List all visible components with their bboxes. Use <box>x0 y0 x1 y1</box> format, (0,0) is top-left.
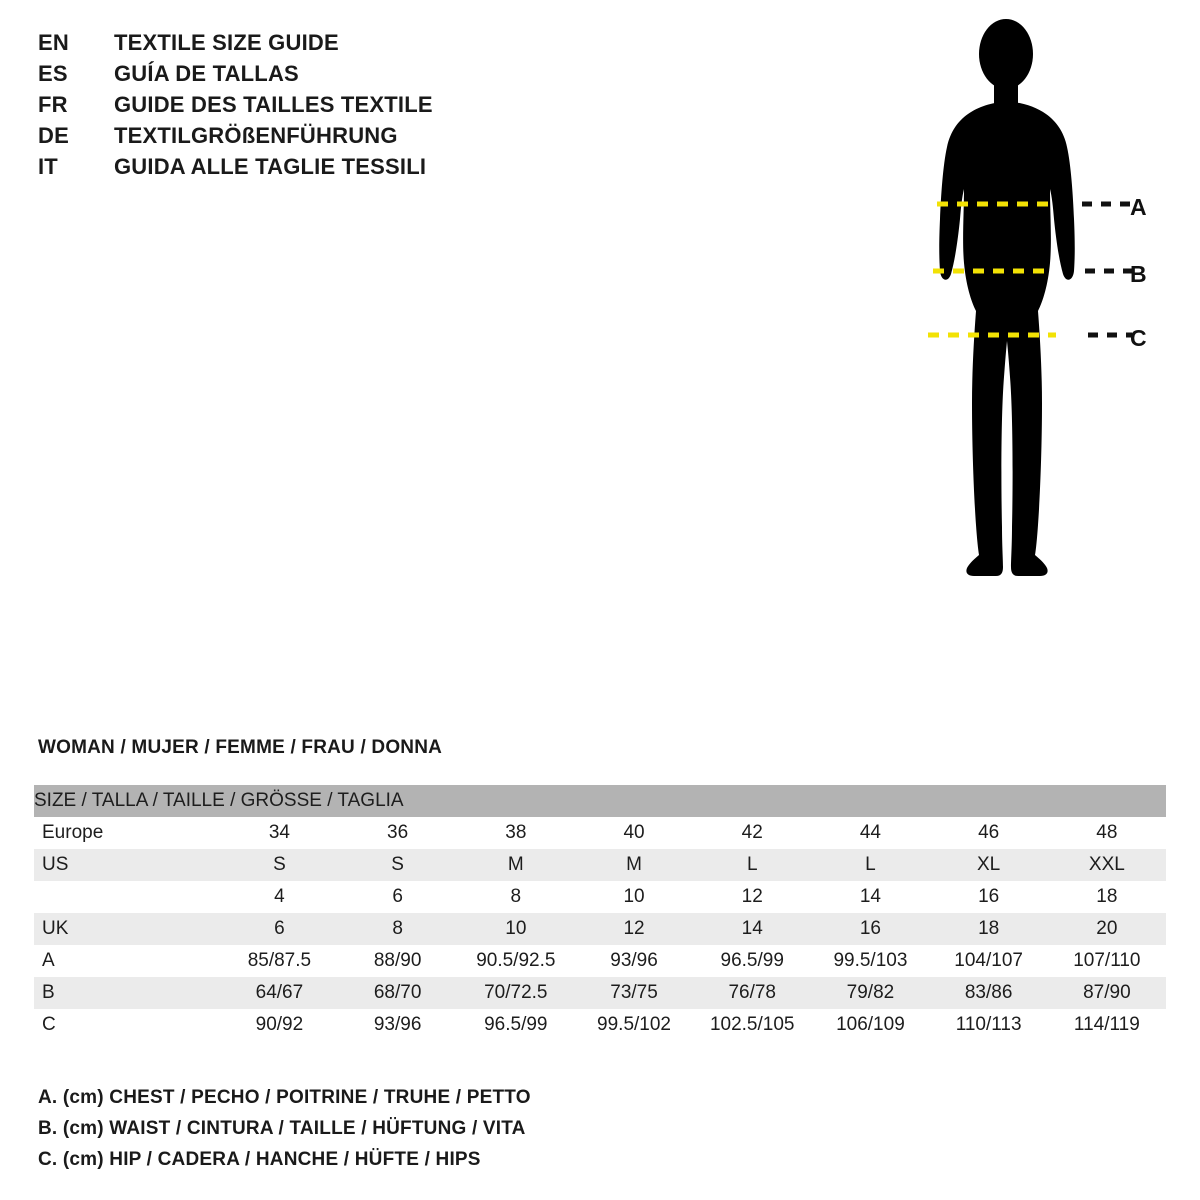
footnote-block <box>38 1087 738 1180</box>
silhouette-icon <box>939 19 1075 576</box>
table-cell: 79/82 <box>846 982 895 1003</box>
table-cell: XXL <box>1088 854 1125 875</box>
table-cell: 83/86 <box>964 982 1013 1003</box>
marker-label-c: C <box>1130 325 1147 351</box>
table-cell: 12 <box>623 918 645 939</box>
table-row <box>34 913 1166 945</box>
table-cell: M <box>626 854 642 875</box>
table-row <box>34 977 1166 1009</box>
title-lang-code: ES <box>38 61 68 86</box>
table-header-row <box>34 785 1166 817</box>
table-cell: 90/92 <box>255 1014 304 1035</box>
table-cell: 102.5/105 <box>709 1014 795 1035</box>
table-cell: 14 <box>741 918 763 939</box>
table-cell: 16 <box>859 918 881 939</box>
table-cell: 107/110 <box>1073 950 1141 971</box>
row-label: US <box>42 854 69 875</box>
row-label: UK <box>42 918 69 939</box>
table-cell: 64/67 <box>255 982 304 1003</box>
table-cell: 104/107 <box>954 950 1023 971</box>
table-cell: 114/119 <box>1073 1014 1140 1035</box>
table-cell: M <box>507 854 524 875</box>
table-cell: 6 <box>274 918 285 939</box>
table-cell: 10 <box>623 886 645 907</box>
table-cell: 106/109 <box>836 1014 905 1035</box>
title-lang-code: DE <box>38 123 69 148</box>
table-row <box>34 881 1166 913</box>
table-cell: 40 <box>623 822 645 843</box>
table-cell: 12 <box>741 886 763 907</box>
table-cell: 93/96 <box>610 950 658 971</box>
table-cell: 48 <box>1096 822 1118 843</box>
title-row <box>38 123 598 154</box>
title-row <box>38 92 598 123</box>
table-cell: 70/72.5 <box>484 982 548 1003</box>
size-table-wrap <box>34 785 1166 1041</box>
table-header-label: SIZE / TALLA / TAILLE / GRÖSSE / TAGLIA <box>34 785 1166 817</box>
table-cell: 4 <box>274 886 285 907</box>
table-cell: 99.5/103 <box>833 950 908 971</box>
table-cell: 6 <box>392 886 403 907</box>
table-cell: L <box>865 854 876 875</box>
footnote-waist: B. (cm) WAIST / CINTURA / TAILLE / HÜFTUNG / VITA <box>38 1118 526 1139</box>
table-cell: 42 <box>741 822 763 843</box>
footnote-chest: A. (cm) CHEST / PECHO / POITRINE / TRUHE / PETTO <box>38 1087 531 1108</box>
title-row <box>38 154 598 185</box>
table-cell: S <box>391 854 404 875</box>
table-cell: 46 <box>978 822 1000 843</box>
table-cell: 18 <box>978 918 1000 939</box>
title-text: TEXTILE SIZE GUIDE <box>114 30 339 55</box>
row-label <box>34 881 220 913</box>
table-cell: 10 <box>505 918 527 939</box>
table-cell: 38 <box>505 822 527 843</box>
table-cell: 85/87.5 <box>247 950 312 971</box>
title-row <box>38 30 598 61</box>
section-heading-woman: WOMAN / MUJER / FEMME / FRAU / DONNA <box>38 737 443 758</box>
title-row <box>38 61 598 92</box>
table-cell: 88/90 <box>373 950 422 971</box>
table-row <box>34 945 1166 977</box>
title-lang-code: FR <box>38 92 68 117</box>
table-cell: 18 <box>1096 886 1118 907</box>
title-text: GUIDE DES TAILLES TEXTILE <box>114 92 433 117</box>
marker-label-a: A <box>1130 194 1147 220</box>
table-cell: 8 <box>392 918 403 939</box>
table-cell: 44 <box>859 822 881 843</box>
table-cell: 96.5/99 <box>484 1014 548 1035</box>
table-cell: 110/113 <box>955 1014 1022 1035</box>
row-label: C <box>42 1014 56 1035</box>
table-cell: 96.5/99 <box>720 950 784 971</box>
table-cell: 16 <box>978 886 1000 907</box>
table-row <box>34 817 1166 849</box>
row-label: B <box>42 982 55 1003</box>
title-text: GUIDA ALLE TAGLIE TESSILI <box>114 154 427 179</box>
table-row <box>34 849 1166 881</box>
table-row <box>34 1009 1166 1041</box>
table-cell: 20 <box>1096 918 1118 939</box>
title-text: GUÍA DE TALLAS <box>114 61 299 86</box>
table-cell: S <box>273 854 286 875</box>
size-table <box>34 785 1166 1041</box>
table-cell: 34 <box>268 822 290 843</box>
table-cell: L <box>746 854 758 875</box>
table-cell: 73/75 <box>610 982 658 1003</box>
table-cell: 93/96 <box>373 1014 422 1035</box>
marker-label-b: B <box>1130 261 1147 287</box>
row-label: A <box>42 950 55 971</box>
row-label: Europe <box>42 822 104 843</box>
title-lang-code: IT <box>38 154 58 179</box>
table-cell: 87/90 <box>1083 982 1131 1003</box>
title-text: TEXTILGRÖßENFÜHRUNG <box>114 123 398 148</box>
table-cell: 14 <box>859 886 881 907</box>
table-cell: 8 <box>510 886 522 907</box>
marker-label-group <box>1122 18 1182 378</box>
table-cell: 76/78 <box>728 982 776 1003</box>
title-lang-code: EN <box>38 30 69 55</box>
table-cell: XL <box>977 854 1001 875</box>
table-cell: 36 <box>387 822 409 843</box>
title-block <box>38 30 598 185</box>
table-cell: 99.5/102 <box>597 1014 671 1035</box>
table-cell: 90.5/92.5 <box>476 950 556 971</box>
table-cell: 68/70 <box>373 982 422 1003</box>
footnote-hip: C. (cm) HIP / CADERA / HANCHE / HÜFTE / HIPS <box>38 1149 481 1170</box>
